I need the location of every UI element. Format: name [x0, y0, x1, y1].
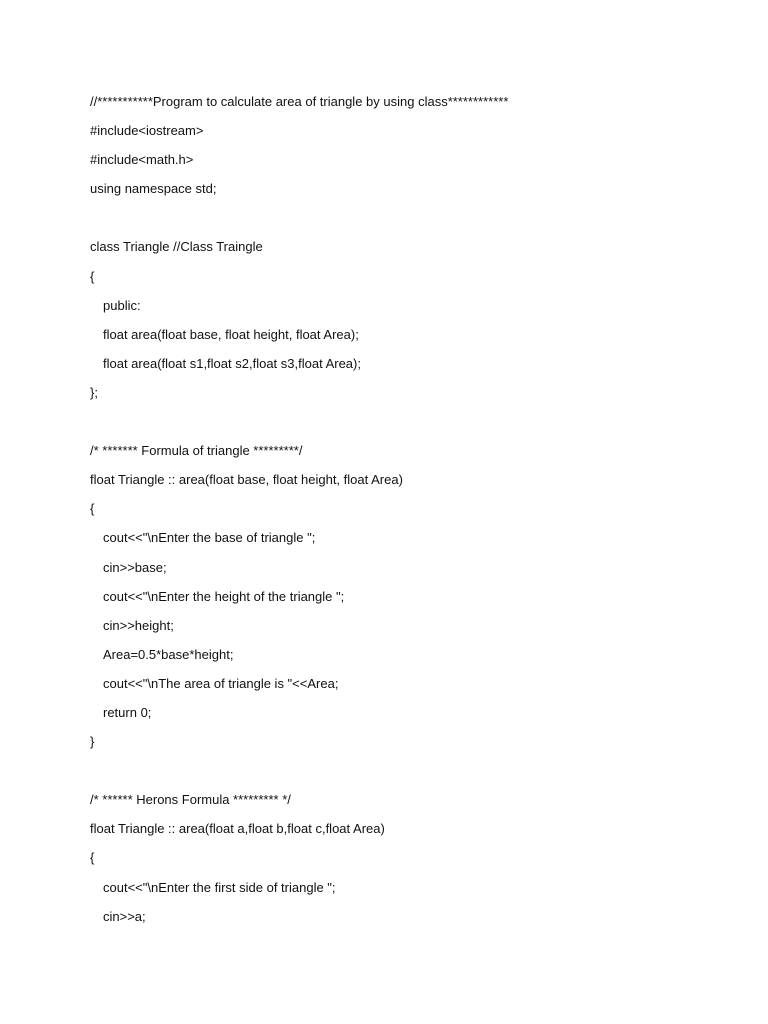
code-line: cin>>a;: [103, 908, 146, 924]
code-line: //***********Program to calculate area of triangle by using class************: [90, 94, 509, 109]
code-line: class Triangle //Class Traingle: [90, 239, 263, 255]
blank-line: [90, 413, 740, 442]
code-line: return 0;: [103, 704, 152, 720]
code-line: Area=0.5*base*height;: [103, 646, 234, 662]
code-line: cin>>height;: [103, 617, 174, 633]
code-line: cout<<"\nEnter the height of the triangle ";: [103, 588, 345, 604]
code-line: cin>>base;: [103, 559, 167, 575]
code-line: #include<iostream>: [90, 123, 204, 139]
code-line: /* ******* Formula of triangle *********/: [90, 443, 303, 459]
code-line: using namespace std;: [90, 181, 217, 197]
code-line: cout<<"\nThe area of triangle is "<<Area;: [103, 675, 339, 691]
code-line: };: [90, 384, 98, 400]
blank-line: [90, 762, 740, 791]
code-line: {: [90, 850, 95, 866]
code-line: #include<math.h>: [90, 152, 194, 168]
code-line: float Triangle :: area(float a,float b,float c,float Area): [90, 821, 385, 837]
code-line: public:: [103, 297, 141, 313]
code-line: {: [90, 501, 95, 517]
code-listing: [90, 93, 740, 937]
code-line: cout<<"\nEnter the base of triangle ";: [103, 530, 316, 546]
code-line: cout<<"\nEnter the first side of triangle ";: [103, 879, 336, 895]
code-line: {: [90, 268, 95, 284]
code-line: float area(float base, float height, float Area);: [103, 326, 359, 342]
blank-line: [90, 209, 740, 238]
code-line: float Triangle :: area(float base, float height, float Area): [90, 472, 403, 488]
code-line: float area(float s1,float s2,float s3,float Area);: [103, 355, 361, 371]
code-line: }: [90, 734, 95, 750]
code-line: /* ****** Herons Formula ********* */: [90, 792, 291, 808]
